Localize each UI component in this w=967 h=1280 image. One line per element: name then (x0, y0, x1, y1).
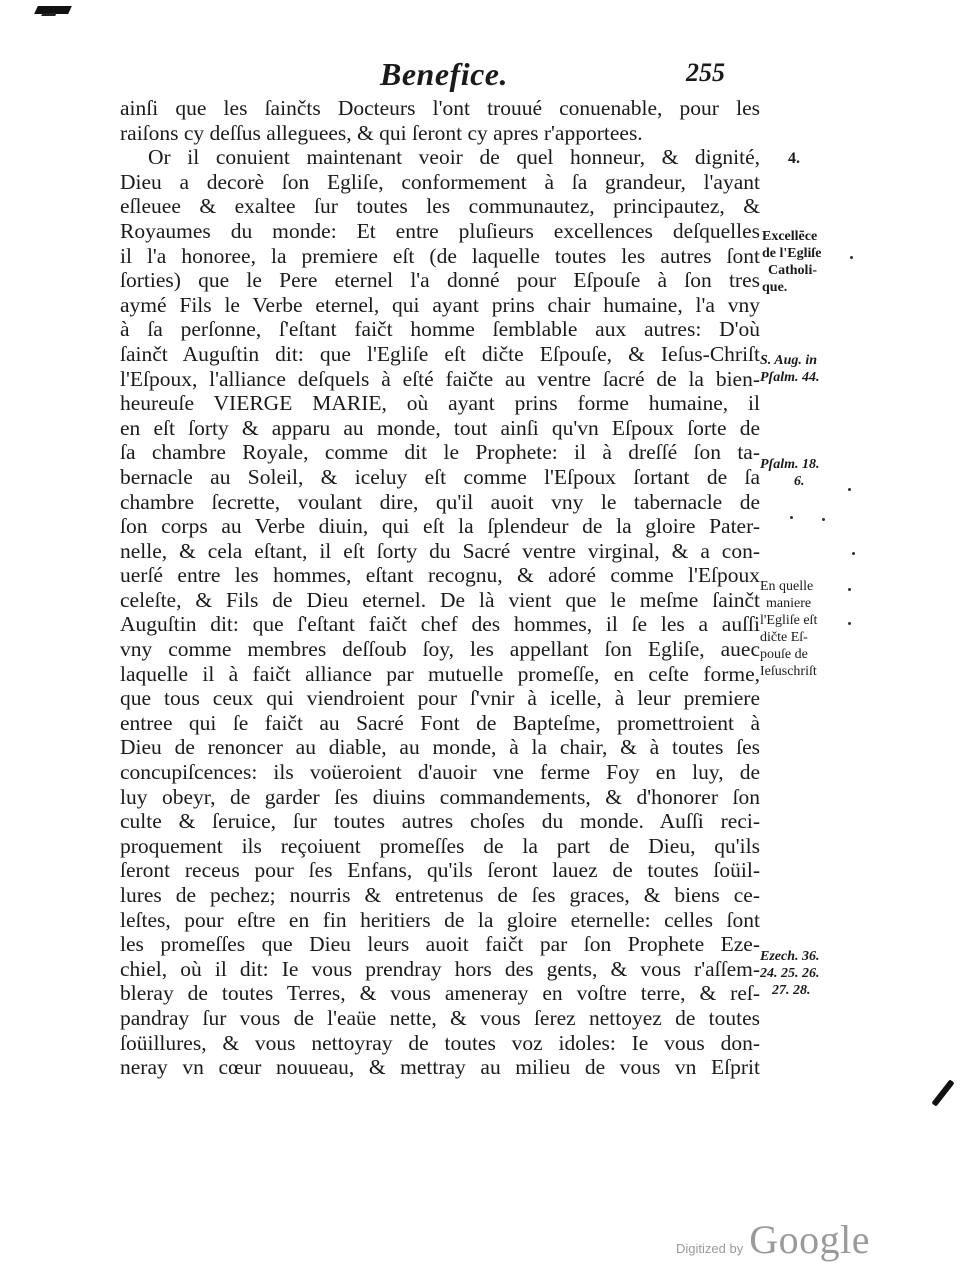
text-line: ſorties) que le Pere eternel l'a donné pour Eſpouſe à ſon tres (120, 268, 760, 293)
margin-note-ezech (760, 948, 820, 999)
text-line: ſeront receus pour ſes Enfans, qu'ils ſeront lauez de toutes ſoüil- (120, 858, 760, 883)
text-line: chambre ſecrette, voulant dire, qu'il auoit vny le tabernacle de (120, 489, 760, 514)
text-line: en eſt ſorty & apparu au monde, tout ainſi qu'vn Eſpoux ſorte de (120, 415, 760, 440)
text-line: aymé Fils le Verbe eternel, qui ayant prins chair humaine, l'a vny (120, 292, 760, 317)
text-line: luy obeyr, de garder ſes diuins commandements, & d'honorer ſon (120, 784, 760, 809)
text-line: eſleuee & exaltee ſur toutes les communautez, principautez, & (120, 194, 760, 219)
text-line: chiel, où il dit: Ie vous prendray hors des gents, & vous r'aſſem- (120, 956, 760, 981)
scan-speck (848, 488, 851, 491)
margin-note-line: En quelle (760, 579, 814, 594)
watermark-brand-logo: Google (749, 1217, 870, 1262)
margin-note-augustin (760, 352, 820, 386)
margin-note-line: 6. (794, 474, 805, 489)
scan-speck (822, 518, 825, 521)
margin-note-line: Ieſuschriſt (760, 664, 817, 679)
margin-note-line: Pſalm. 18. (760, 457, 820, 472)
text-line: neray vn cœur nouueau, & mettray au milieu de vous vn Eſprit (120, 1055, 760, 1080)
text-line: leſtes, pour eſtre en fin heritiers de la gloire eternelle: celles ſont (120, 907, 760, 932)
text-line: proquement ils reçoiuent promeſſes de la part de Dieu, qu'ils (120, 833, 760, 858)
text-line: nelle, & cela eſtant, il eſt ſorty du Sacré ventre virginal, & a con- (120, 538, 760, 563)
section-number: 4. (788, 150, 800, 167)
scan-edge-mark (931, 1079, 954, 1106)
margin-note-line: Catholi- (768, 263, 817, 278)
text-line: heureuſe VIERGE MARIE, où ayant prins forme humaine, il (120, 391, 760, 416)
text-line: entree qui ſe faičt au Sacré Font de Bapteſme, promettroient à (120, 710, 760, 735)
margin-note-line: Excellẽce (762, 229, 818, 244)
margin-note-line: S. Aug. in (760, 353, 818, 368)
text-line: ſoüillures, & vous nettoyray de toutes voz idoles: Ie vous don- (120, 1030, 760, 1055)
text-line: lures de pechez; nourris & entretenus de ſes graces, & biens ce- (120, 883, 760, 907)
running-head: Benefice. (380, 56, 508, 92)
text-line: bernacle au Soleil, & iceluy eſt comme l'Eſpoux ſortant de ſa (120, 464, 760, 489)
text-line: il l'a honoree, la premiere eſt (de laquelle toutes les autres ſont (120, 243, 760, 268)
text-line: les promeſſes que Dieu leurs auoit faičt par ſon Prophete Eze- (120, 932, 760, 957)
text-line: vny comme membres deſſoub ſoy, les appellant ſon Egliſe, auec (120, 637, 760, 662)
text-line: pandray ſur vous de l'eaüe nette, & vous ſerez nettoyez de toutes (120, 1005, 760, 1030)
text-line: celeſte, & Fils de Dieu eternel. De là vient que le meſme ſainčt (120, 587, 760, 612)
margin-note-psalm (760, 456, 820, 490)
scan-speck (852, 552, 855, 555)
watermark-prefix: Digitized by (676, 1241, 744, 1256)
text-line: Or il conuient maintenant veoir de quel honneur, & dignité, (148, 145, 760, 170)
margin-note-line: Ezech. 36. (760, 949, 820, 964)
text-line: laquelle il à faičt alliance par mutuelle promeſſe, en ceſte forme, (120, 661, 760, 686)
text-line: raiſons cy deſſus alleguees, & qui ſeront cy apres r'apportees. (120, 120, 643, 145)
text-line: concupiſcences: ils voüeroient d'auoir vne ferme Foy en luy, de (120, 760, 760, 785)
margin-note-line: 27. 28. (772, 983, 811, 998)
scan-speck (790, 516, 793, 519)
scan-speck (848, 588, 851, 591)
margin-note-line: que. (762, 280, 788, 295)
scan-speck (848, 622, 851, 625)
main-text-block (120, 96, 760, 1080)
text-line: ſainčt Auguſtin dit: que l'Egliſe eſt dičte Eſpouſe, & Ieſus-Chriſt (120, 341, 760, 366)
margin-note-line: l'Egliſe eſt (760, 613, 818, 628)
scan-speck (850, 256, 853, 259)
margin-note-line: dičte Eſ- (760, 630, 808, 645)
text-line: à ſa perſonne, ſ'eſtant faičt homme ſemblable aux autres: D'où (120, 317, 760, 342)
text-line: ainſi que les ſainčts Docteurs l'ont trouué conuenable, pour les (120, 96, 760, 120)
digitization-watermark (676, 1216, 870, 1263)
text-line: ſon corps au Verbe diuin, qui eſt la ſplendeur de la gloire Pater- (120, 514, 760, 539)
text-line: l'Eſpoux, l'alliance deſquels à eſté faičte au ventre ſacré de la bien- (120, 366, 760, 391)
margin-note-excellence (762, 228, 822, 296)
margin-note-line: de l'Egliſe (762, 246, 822, 261)
text-line: ſa chambre Royale, comme dit le Prophete: il à dreſſé ſon ta- (120, 440, 760, 465)
text-line: Dieu a decorè ſon Egliſe, conformement à ſa grandeur, l'ayant (120, 169, 760, 194)
scan-artifact-mark (34, 6, 72, 14)
text-line: Dieu de renoncer au diable, au monde, à la chair, & à toutes ſes (120, 735, 760, 760)
text-line: culte & ſeruice, ſur toutes autres choſes du monde. Auſſi reci- (120, 809, 760, 834)
text-line: Royaumes du monde: Et entre pluſieurs excellences deſquelles (120, 218, 760, 243)
text-line: uerſé entre les hommes, eſtant recognu, & adoré comme l'Eſpoux (120, 563, 760, 588)
page-number: 255 (686, 58, 725, 87)
margin-note-line: pouſe de (760, 647, 808, 662)
margin-note-line: 24. 25. 26. (760, 966, 820, 981)
text-line: Auguſtin dit: que ſ'eſtant faičt chef des hommes, il ſe les a auſſi (120, 612, 760, 637)
margin-note-line: maniere (766, 596, 812, 611)
text-line: que tous ceux qui viendroient pour ſ'vnir à icelle, à leur premiere (120, 686, 760, 711)
margin-note-line: Pſalm. 44. (760, 370, 820, 385)
margin-note-maniere (760, 578, 817, 680)
text-line: bleray de toutes Terres, & vous ameneray en voſtre terre, & reſ- (120, 981, 760, 1006)
